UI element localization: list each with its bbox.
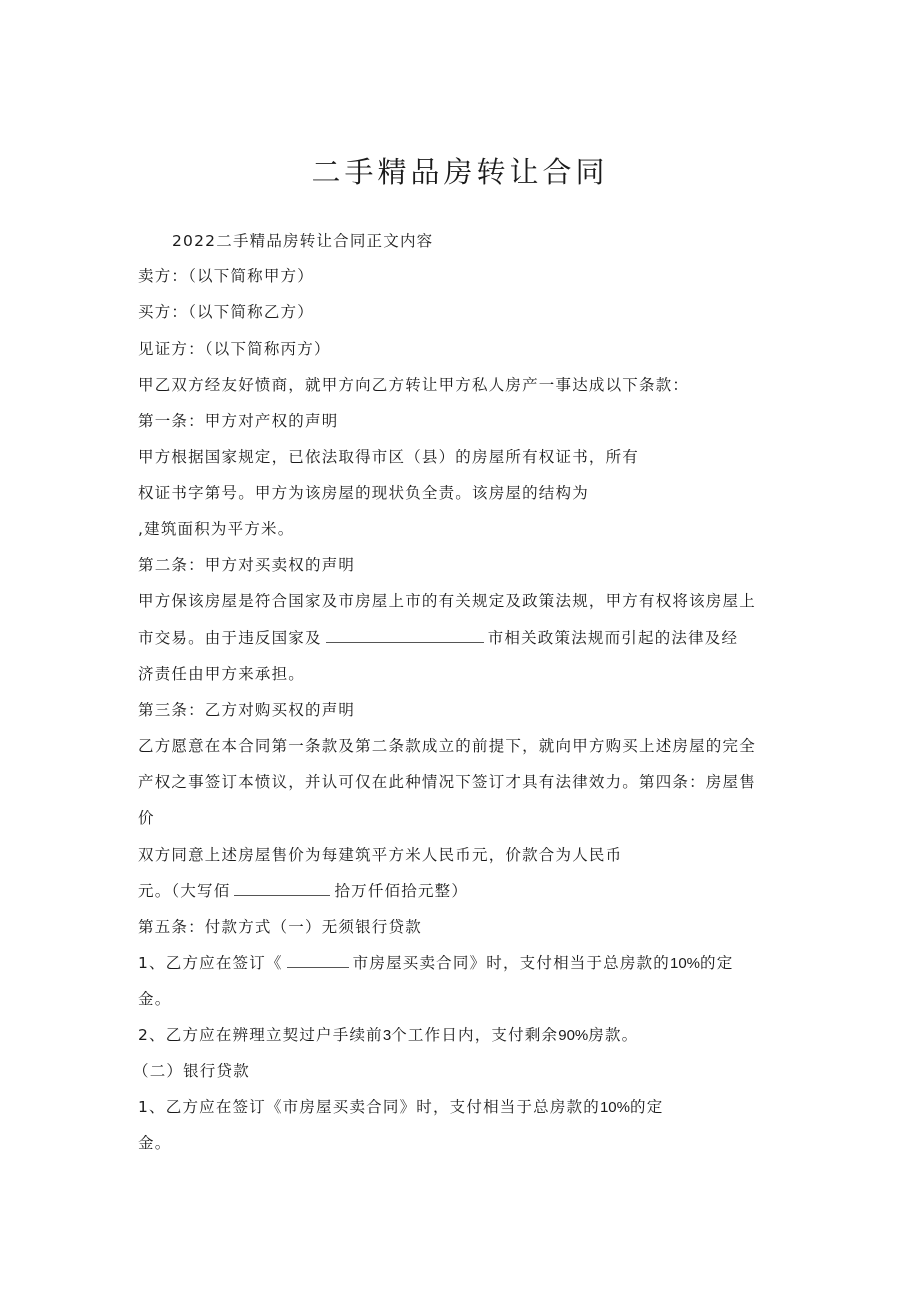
buyer-line: 买方：（以下简称乙方） bbox=[138, 303, 314, 321]
article1-line-3: ,建筑面积为平方米。 bbox=[138, 520, 295, 538]
article5-item-1 bbox=[138, 953, 733, 974]
article4-line-2 bbox=[138, 881, 468, 901]
article5-item-1-suffix: 的定 bbox=[700, 954, 734, 972]
article4-line-1: 双方同意上述房屋售价为每建筑平方米人民币元，价款合为人民币 bbox=[138, 846, 623, 864]
article2-line-1: 甲方保该房屋是符合国家及市房屋上市的有关规定及政策法规，甲方有权将该房屋上 bbox=[138, 592, 756, 610]
article1-line-2: 权证书字第号。甲方为该房屋的现状负全责。该房屋的结构为 bbox=[138, 484, 589, 502]
document-title: 二手精品房转让合同 bbox=[311, 155, 609, 189]
article5-item-1-middle: 市房屋买卖合同》时，支付相当于总房款的 bbox=[352, 954, 670, 972]
blank-amount-field[interactable] bbox=[234, 881, 330, 896]
article5-item-2-days: 3 bbox=[382, 1027, 392, 1044]
loan-item-1-percent: 10% bbox=[599, 1099, 630, 1116]
witness-line: 见证方：（以下简称丙方） bbox=[138, 340, 331, 358]
article3-line-3: 价 bbox=[138, 809, 155, 827]
article5-item-1-percent: 10% bbox=[669, 955, 701, 972]
article5-sub2-heading: （二）银行贷款 bbox=[133, 1062, 250, 1080]
article5-heading: 第五条：付款方式（一）无须银行贷款 bbox=[138, 918, 422, 936]
article5-item-2-suffix: 房款。 bbox=[588, 1026, 639, 1044]
article3-line-2: 产权之事签订本愤议，并认可仅在此种情况下签订才具有法律效力。第四条：房屋售 bbox=[138, 773, 756, 791]
article1-line-1: 甲方根据国家规定，已依法取得市区（县）的房屋所有权证书，所有 bbox=[138, 448, 640, 466]
article2-line-3: 济责任由甲方来承担。 bbox=[138, 665, 306, 683]
article2-heading: 第二条：甲方对买卖权的声明 bbox=[138, 556, 356, 574]
article5-item-2-middle: 个工作日内，支付剩余 bbox=[391, 1026, 559, 1044]
article5-item-1-cont: 金。 bbox=[138, 990, 172, 1008]
article5-item-2-percent: 90% bbox=[558, 1027, 589, 1044]
blank-contract-city-field[interactable] bbox=[287, 953, 349, 968]
article1-heading: 第一条：甲方对产权的声明 bbox=[138, 412, 339, 430]
loan-item-1-cont: 金。 bbox=[138, 1134, 172, 1152]
article5-item-2-prefix: 2、乙方应在辨理立契过户手续前 bbox=[138, 1026, 383, 1044]
loan-item-1-prefix: 1、乙方应在签订《市房屋买卖合同》时，支付相当于总房款的 bbox=[138, 1098, 600, 1116]
article5-item-1-prefix: 1、乙方应在签订《 bbox=[138, 954, 283, 972]
loan-item-1 bbox=[138, 1097, 663, 1118]
article4-line-2-after: 拾万仟佰拾元整） bbox=[334, 882, 469, 900]
seller-line: 卖方：（以下简称甲方） bbox=[138, 267, 314, 285]
article2-line-2-after: 市相关政策法规而引起的法律及经 bbox=[487, 629, 739, 647]
article2-line-2-before: 市交易。由于违反国家及 bbox=[138, 629, 322, 647]
article4-line-2-before: 元。（大写佰 bbox=[138, 882, 231, 900]
loan-item-1-suffix: 的定 bbox=[630, 1098, 664, 1116]
article5-item-2 bbox=[138, 1025, 638, 1046]
article3-line-1: 乙方愿意在本合同第一条款及第二条款成立的前提下，就向甲方购买上述房屋的完全 bbox=[138, 737, 756, 755]
intro-line: 2022二手精品房转让合同正文内容 bbox=[172, 232, 434, 250]
article3-heading: 第三条：乙方对购买权的声明 bbox=[138, 701, 356, 719]
blank-city-field[interactable] bbox=[326, 628, 484, 643]
article2-line-2 bbox=[138, 628, 738, 648]
preamble-line: 甲乙双方经友好愤商，就甲方向乙方转让甲方私人房产一事达成以下条款： bbox=[138, 376, 690, 394]
